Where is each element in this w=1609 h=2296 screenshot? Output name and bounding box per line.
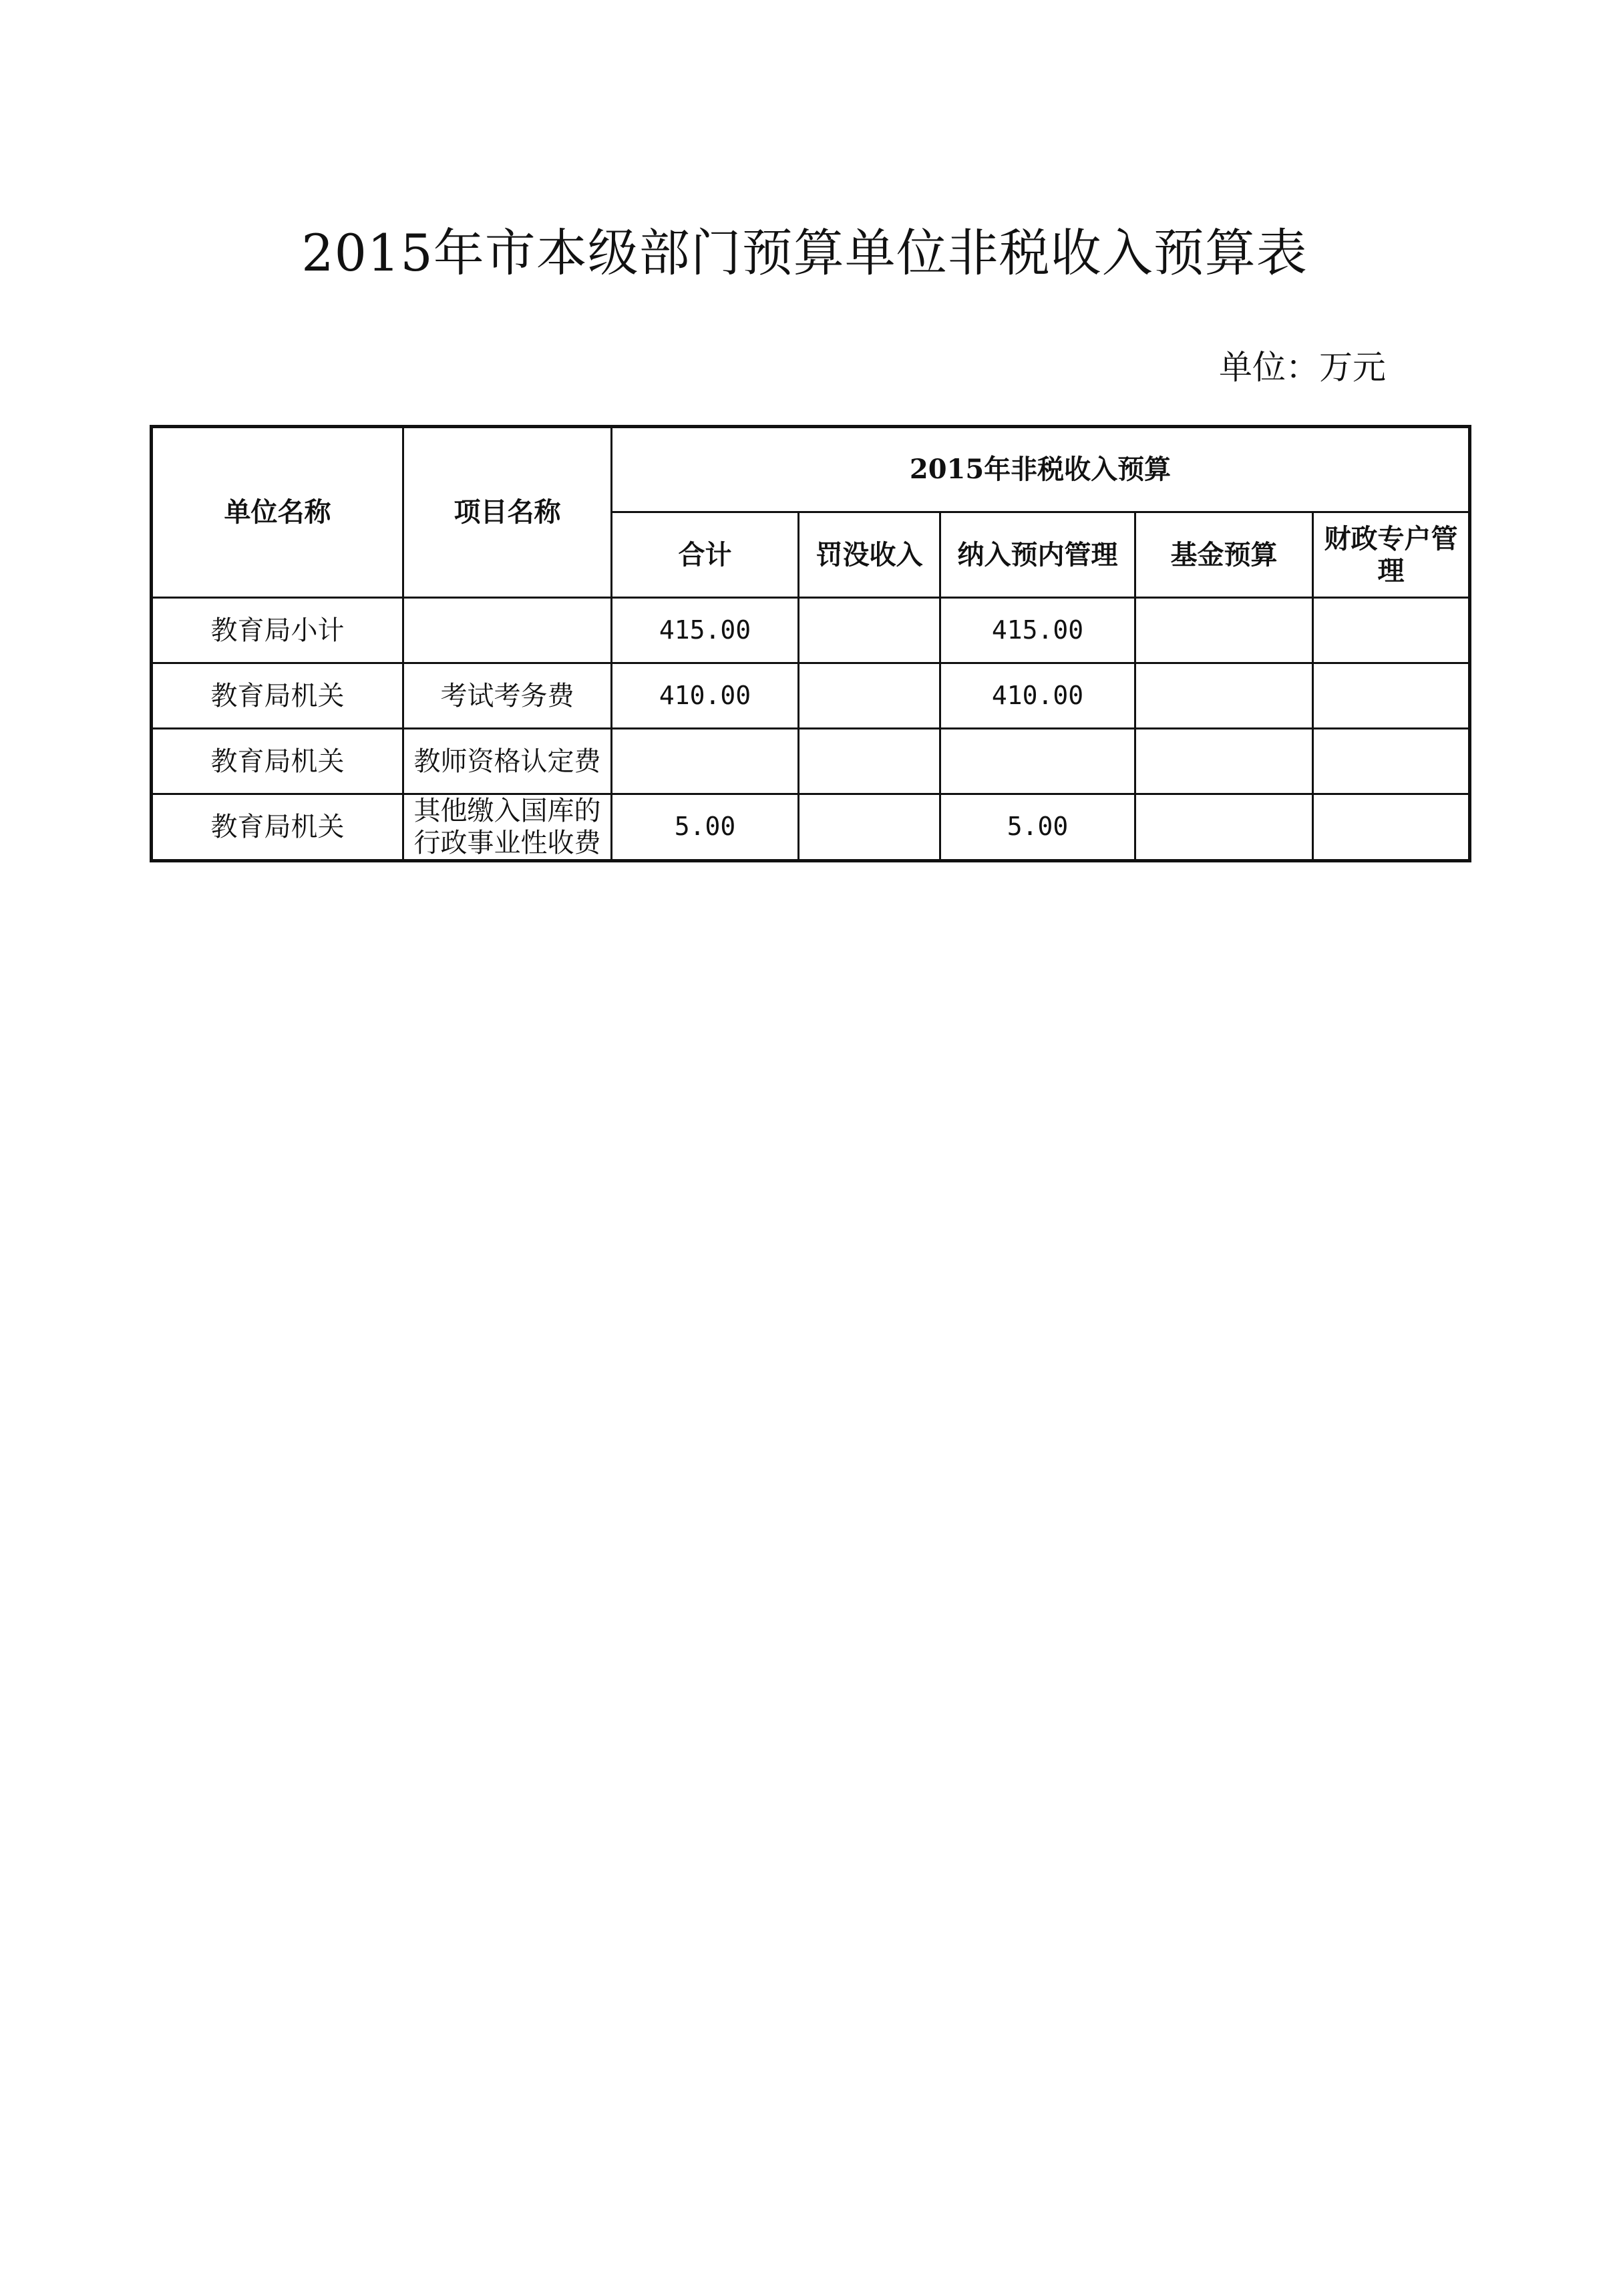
cell-total: 5.00 <box>612 794 799 861</box>
header-fiscal-special: 财政专户管理 <box>1313 512 1470 598</box>
cell-fines <box>799 794 940 861</box>
cell-unit: 教育局机关 <box>152 663 403 729</box>
cell-in-budget: 415.00 <box>940 598 1135 663</box>
cell-project: 教师资格认定费 <box>403 729 612 794</box>
table-row <box>152 729 1470 794</box>
cell-fund-budget <box>1135 794 1313 861</box>
table-row <box>152 663 1470 729</box>
cell-fund-budget <box>1135 663 1313 729</box>
cell-unit: 教育局小计 <box>152 598 403 663</box>
cell-in-budget <box>940 729 1135 794</box>
header-group: 2015年非税收入预算 <box>612 427 1470 512</box>
cell-unit: 教育局机关 <box>152 729 403 794</box>
cell-total: 410.00 <box>612 663 799 729</box>
header-row-1 <box>152 427 1470 512</box>
cell-fund-budget <box>1135 598 1313 663</box>
document-title: 2015年市本级部门预算单位非税收入预算表 <box>301 223 1308 283</box>
header-project-name: 项目名称 <box>403 427 612 598</box>
header-total: 合计 <box>612 512 799 598</box>
table-row <box>152 598 1470 663</box>
unit-note: 单位：万元 <box>1219 348 1386 387</box>
cell-fines <box>799 729 940 794</box>
cell-total: 415.00 <box>612 598 799 663</box>
cell-project: 考试考务费 <box>403 663 612 729</box>
cell-in-budget: 5.00 <box>940 794 1135 861</box>
header-in-budget: 纳入预内管理 <box>940 512 1135 598</box>
cell-unit: 教育局机关 <box>152 794 403 861</box>
header-unit-name: 单位名称 <box>152 427 403 598</box>
cell-fiscal-special <box>1313 729 1470 794</box>
cell-project <box>403 598 612 663</box>
cell-fines <box>799 598 940 663</box>
cell-fund-budget <box>1135 729 1313 794</box>
budget-table <box>150 425 1471 862</box>
header-fines: 罚没收入 <box>799 512 940 598</box>
cell-fiscal-special <box>1313 663 1470 729</box>
cell-project: 其他缴入国库的行政事业性收费 <box>403 794 612 861</box>
cell-fines <box>799 663 940 729</box>
cell-fiscal-special <box>1313 794 1470 861</box>
header-fund-budget: 基金预算 <box>1135 512 1313 598</box>
cell-total <box>612 729 799 794</box>
cell-in-budget: 410.00 <box>940 663 1135 729</box>
cell-fiscal-special <box>1313 598 1470 663</box>
table-row <box>152 794 1470 861</box>
